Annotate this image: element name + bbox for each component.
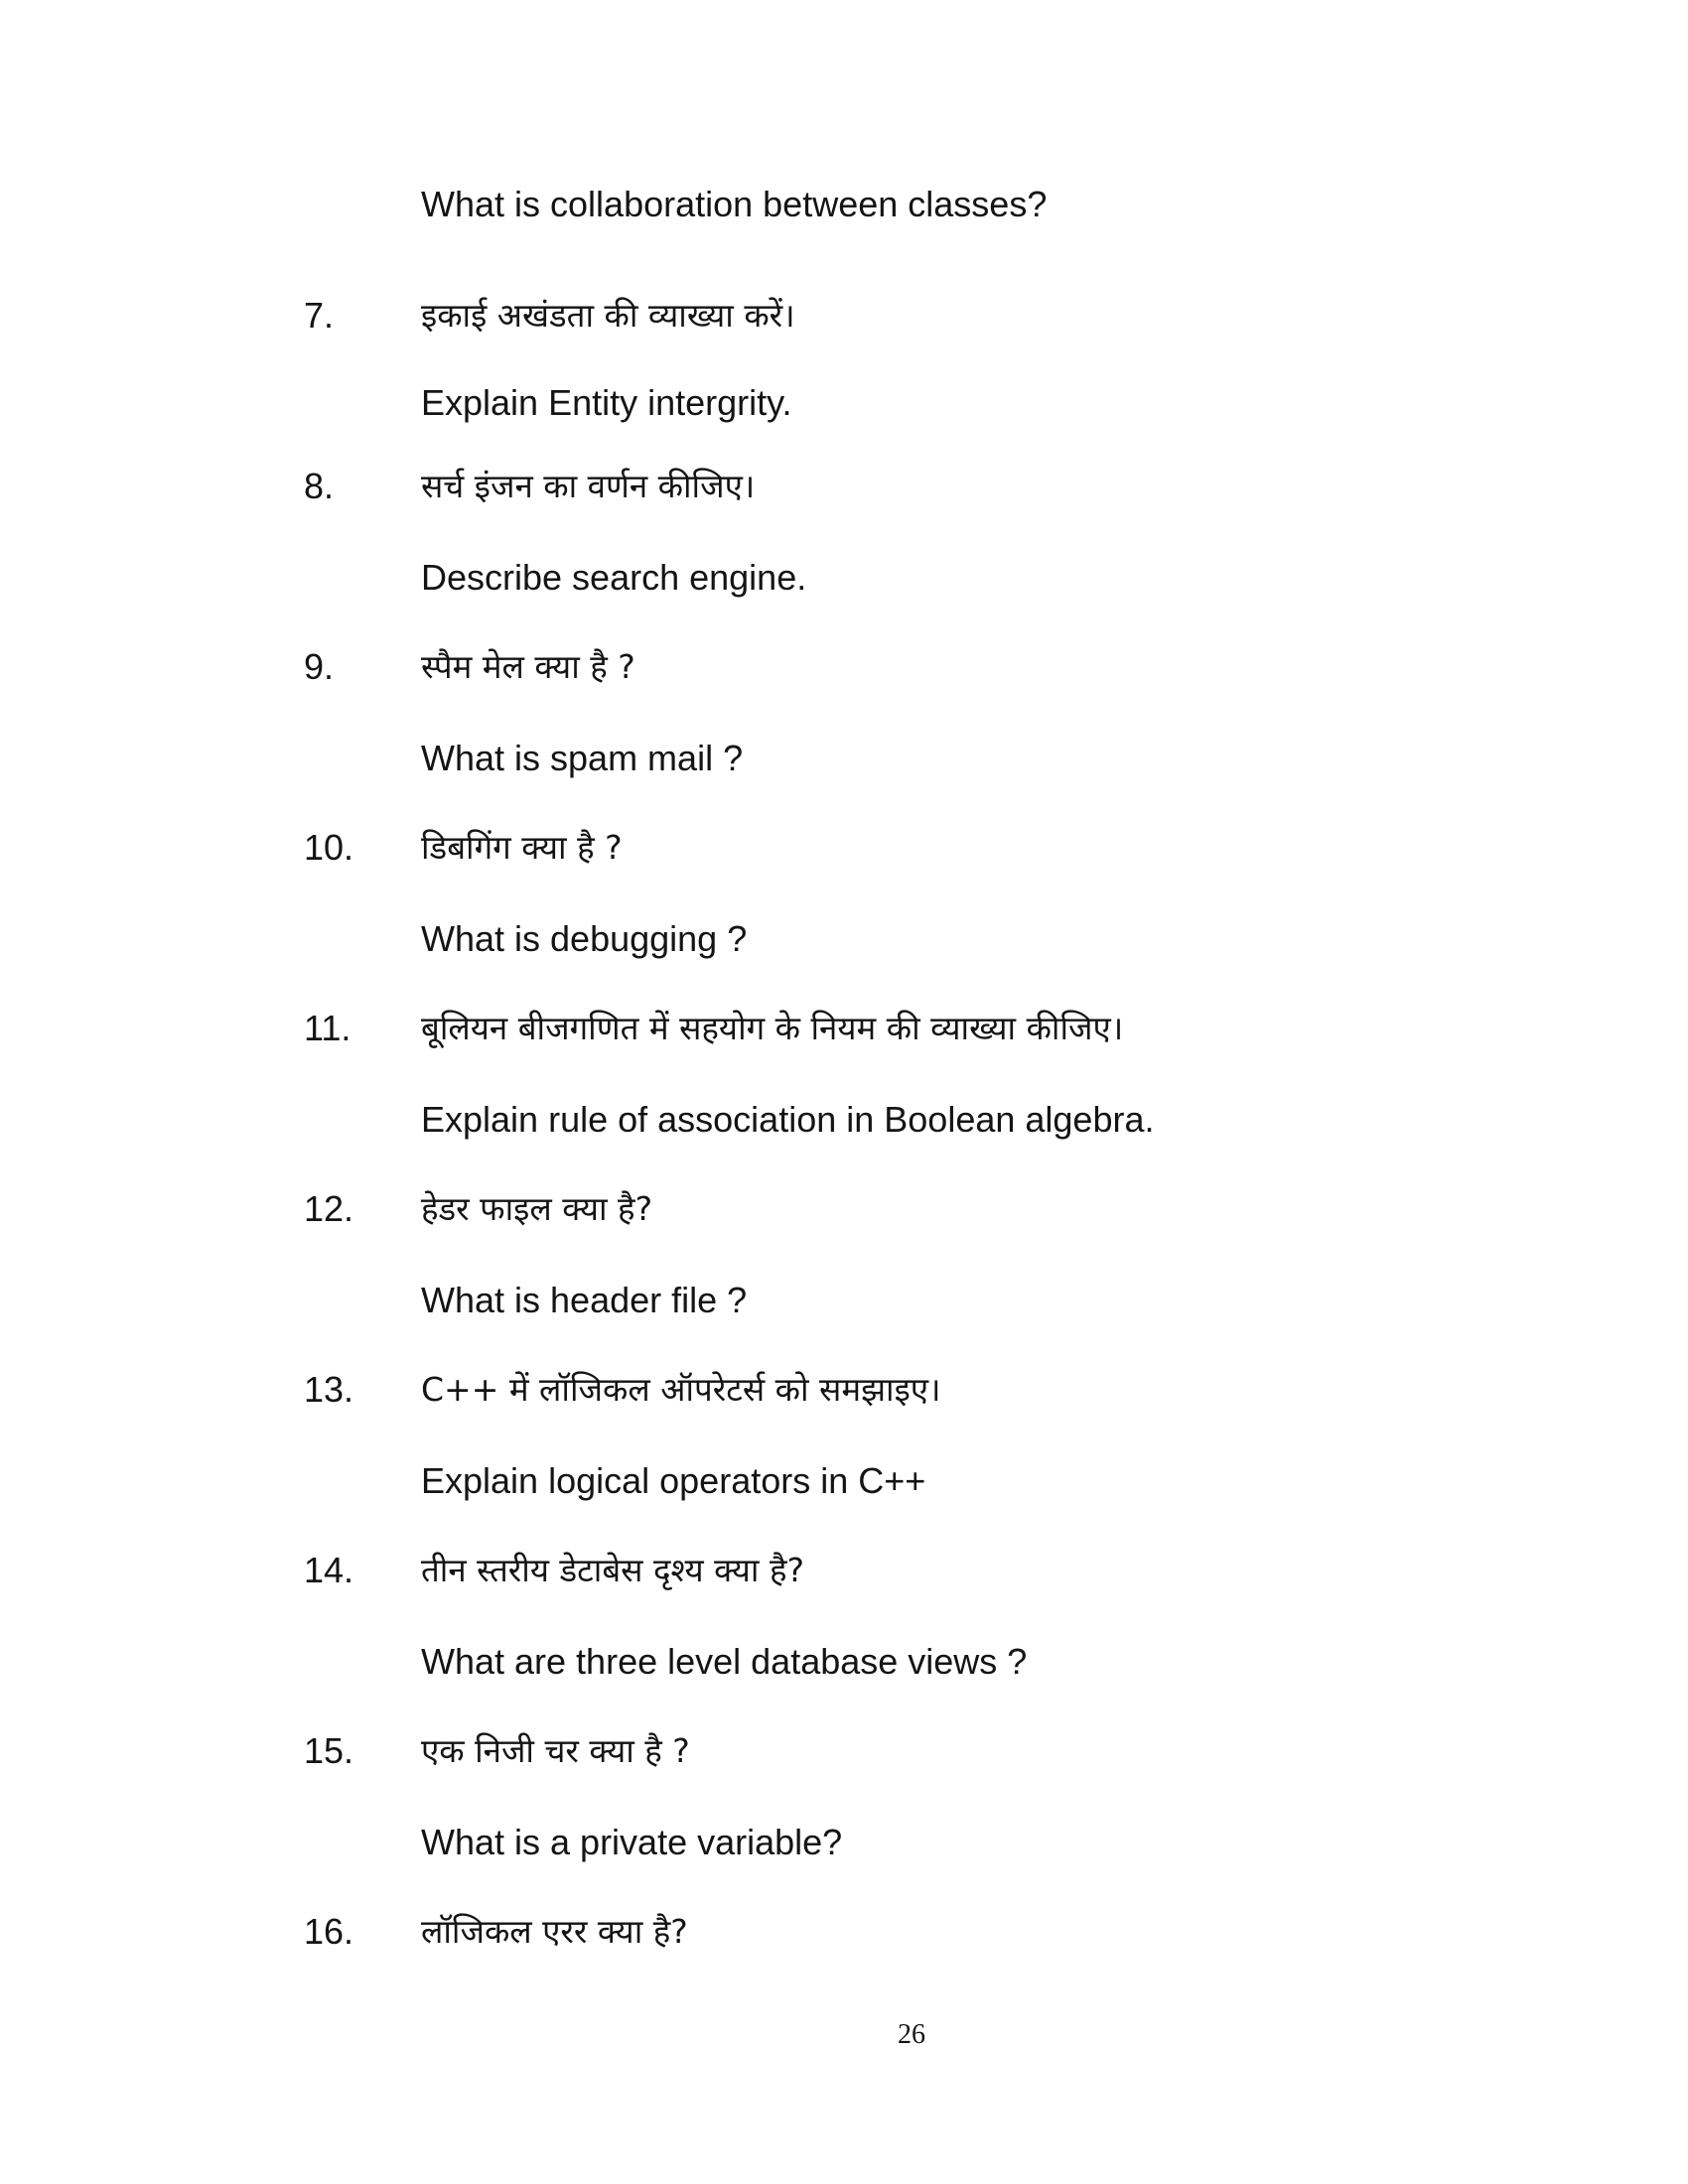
- question-english: Explain Entity intergrity.: [421, 382, 792, 423]
- question-english: Describe search engine.: [421, 557, 807, 598]
- question-english: Explain rule of association in Boolean algebra.: [421, 1099, 1155, 1140]
- question-number: 15.: [304, 1730, 354, 1771]
- question-hindi: बूलियन बीजगणित में सहयोग के नियम की व्याख्या कीजिए।: [421, 1009, 1124, 1047]
- question-number: 8.: [304, 466, 335, 506]
- question-hindi: तीन स्तरीय डेटाबेस दृश्य क्या है?: [421, 1551, 805, 1589]
- question-hindi: हेडर फाइल क्या है?: [421, 1189, 653, 1228]
- question-number: 12.: [304, 1188, 354, 1229]
- question-number: 14.: [304, 1550, 354, 1590]
- question-hindi: C++ में लॉजिकल ऑपरेटर्स को समझाइए।: [421, 1370, 941, 1409]
- question-english: What is spam mail ?: [421, 738, 744, 778]
- page-number: 26: [898, 2019, 925, 2050]
- question-hindi: स्पैम मेल क्या है ?: [421, 647, 635, 686]
- question-english: What is a private variable?: [421, 1822, 843, 1862]
- question-hindi: लॉजिकल एरर क्या है?: [421, 1912, 688, 1951]
- question-number: 7.: [304, 295, 335, 336]
- question-hindi: सर्च इंजन का वर्णन कीजिए।: [421, 467, 756, 505]
- question-hindi: इकाई अखंडता की व्याख्या करें।: [421, 296, 795, 335]
- question-number: 16.: [304, 1911, 354, 1952]
- question-number: 13.: [304, 1369, 354, 1410]
- question-hindi: एक निजी चर क्या है ?: [421, 1731, 690, 1770]
- intro-question-english: What is collaboration between classes?: [421, 184, 1048, 224]
- question-english: What are three level database views ?: [421, 1641, 1028, 1682]
- question-number: 10.: [304, 827, 354, 868]
- question-hindi: डिबगिंग क्या है ?: [421, 828, 623, 867]
- question-number: 9.: [304, 646, 335, 687]
- question-english: What is debugging ?: [421, 918, 748, 959]
- question-english: What is header file ?: [421, 1280, 748, 1320]
- question-english: Explain logical operators in C++: [421, 1460, 926, 1501]
- question-number: 11.: [304, 1008, 352, 1048]
